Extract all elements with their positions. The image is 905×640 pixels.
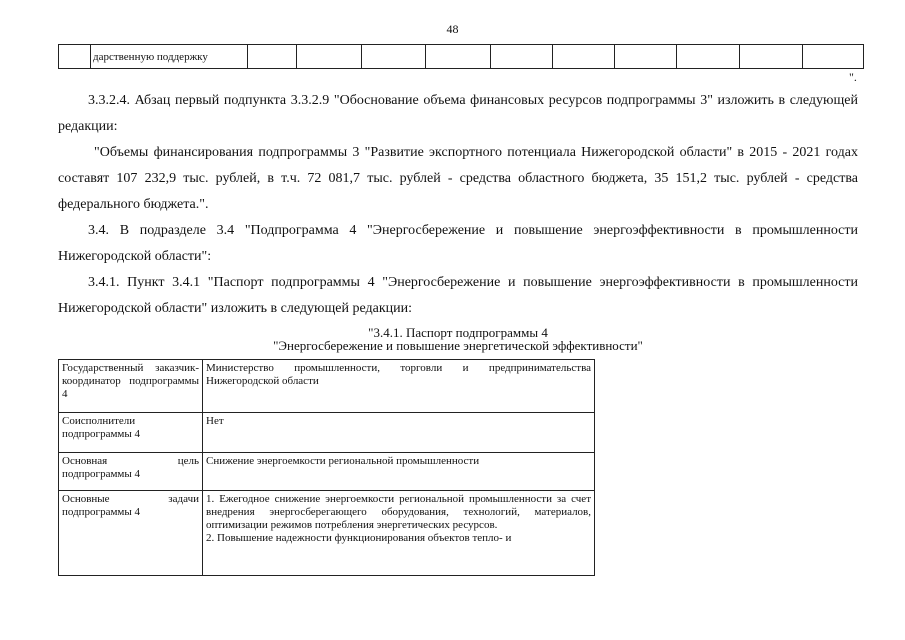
paragraph-financing: "Объемы финансирования подпрограммы 3 "Развитие экспортного потенциала Нижегородской области" в 2015 - 2021 годах составят 107 232,9 тыс. рублей, в т.ч. 72 081,7 тыс. рублей - средства областного бюджета, 35 151,2 тыс. рублей - средства федерального бюджета.". [58, 145, 858, 212]
row-label: Основная цель подпрограммы 4 [59, 453, 203, 491]
continued-table-row [58, 44, 864, 69]
row-label: Основные задачи подпрограммы 4 [59, 491, 203, 576]
closing-quote: ". [849, 70, 857, 84]
row-value: Снижение энергоемкости региональной промышленности [203, 453, 595, 491]
table-cell [677, 45, 740, 69]
table-cell [803, 45, 864, 69]
table-cell [297, 45, 362, 69]
passport-title-line1: "3.4.1. Паспорт подпрограммы 4 [368, 325, 548, 340]
table-cell [553, 45, 615, 69]
table-row [59, 453, 595, 491]
table-cell [426, 45, 491, 69]
paragraph-3-4-1: 3.4.1. Пункт 3.4.1 "Паспорт подпрограммы 4 "Энергосбережение и повышение энергоэффективности в промышленности Нижегородской области" изложить в следующей редакции: [58, 275, 858, 316]
table-row [59, 45, 864, 69]
task-item: 1. Ежегодное снижение энергоемкости региональной промышленности за счет внедрения энергосберегающего оборудования, технологий, материалов, оптимизации режимов потребления энергетических ресурсов. [206, 493, 591, 531]
table-cell [740, 45, 803, 69]
paragraph-3-3-2-4: 3.3.2.4. Абзац первый подпункта 3.3.2.9 "Обоснование объема финансовых ресурсов подпрограммы 3" изложить в следующей редакции: [58, 93, 858, 134]
table-cell [491, 45, 553, 69]
row-value: Министерство промышленности, торговли и предпринимательства Нижегородской области [203, 360, 595, 413]
passport-title-line2: "Энергосбережение и повышение энергетической эффективности" [273, 338, 643, 353]
table-row [59, 491, 595, 576]
table-cell-support: дарственную поддержку [91, 45, 248, 69]
page-number: 48 [446, 22, 459, 36]
table-row [59, 413, 595, 453]
table-cell [362, 45, 426, 69]
row-value: Нет [203, 413, 595, 453]
row-label: Государственный заказчик-координатор подпрограммы 4 [59, 360, 203, 413]
table-row [59, 360, 595, 413]
table-cell [248, 45, 297, 69]
table-cell [59, 45, 91, 69]
row-label: Соисполнители подпрограммы 4 [59, 413, 203, 453]
passport-title [58, 326, 858, 352]
row-value [203, 491, 595, 576]
task-item: 2. Повышение надежности функционирования объектов тепло- и [206, 532, 512, 544]
paragraph-3-4: 3.4. В подразделе 3.4 "Подпрограмма 4 "Энергосбережение и повышение энергоэффективности в промышленности Нижегородской области": [58, 223, 858, 264]
table-cell [615, 45, 677, 69]
passport-table [58, 359, 595, 576]
